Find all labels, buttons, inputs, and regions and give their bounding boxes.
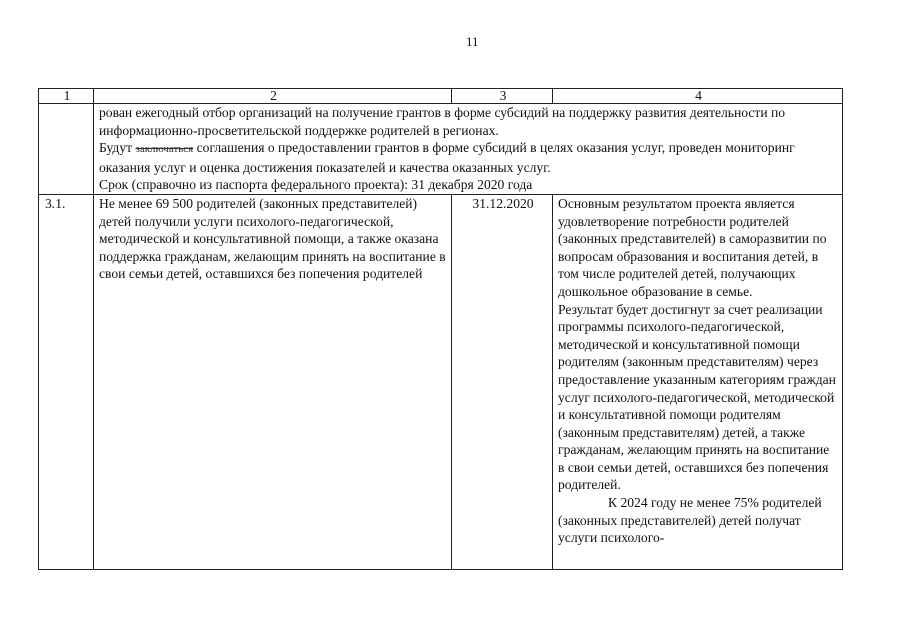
column-header: 1 xyxy=(39,89,94,104)
result-paragraph: К 2024 году не менее 75% родителей (законных представителей) детей получат услуги психолого- xyxy=(558,495,822,546)
page-number: 11 xyxy=(466,34,479,49)
continuation-paragraph: рован ежегодный отбор организаций на получение грантов в форме субсидий на поддержку развития деятельности по информационно-просветительской поддержке родителей в регионах. xyxy=(99,105,786,138)
document-table xyxy=(38,88,843,570)
continuation-text-cell xyxy=(94,104,843,195)
result-paragraph: Результат будет достигнут за счет реализации программы психолого-педагогической, методической и консультативной помощи родителям (законным представителям) через предоставление указанным категориям граждан услуг психолого-педагогической, методической и консультативной помощи родителям (законным представителям) детей, а также гражданам, желающим принять на воспитание в свои семьи детей, оставшихся без попечения родителей. xyxy=(558,301,836,493)
continuation-paragraph: Будут заключаться соглашения о предоставлении грантов в форме субсидий в целях оказания услуг, проведен мониторинг оказания услуг и оценка достижения показателей и качества оказанных услуг. xyxy=(99,140,795,175)
struck-word: заключаться xyxy=(135,143,194,156)
row-number: 3.1. xyxy=(39,194,94,569)
continuation-row xyxy=(39,104,843,195)
result-paragraph: Основным результатом проекта является удовлетворение потребности родителей (законных представителей) в саморазвитии по вопросам образования и воспитания детей, в том числе родителей детей, получающих дошкольное образование в семье. xyxy=(558,195,827,299)
row-date: 31.12.2020 xyxy=(452,194,553,569)
empty-number-cell xyxy=(39,104,94,195)
row-result xyxy=(553,194,843,569)
column-header: 2 xyxy=(94,89,452,104)
table-row xyxy=(39,194,843,569)
row-description: Не менее 69 500 родителей (законных представителей) детей получили услуги психолого-педагогической, методической и консультативной помощи, а также оказана поддержка гражданам, желающим принять на воспитание в свои семьи детей, оставшихся без попечения родителей xyxy=(94,194,452,569)
table-header-row xyxy=(39,89,843,104)
column-header: 3 xyxy=(452,89,553,104)
deadline-text: Срок (справочно из паспорта федерального проекта): 31 декабря 2020 года xyxy=(99,177,533,193)
column-header: 4 xyxy=(553,89,843,104)
